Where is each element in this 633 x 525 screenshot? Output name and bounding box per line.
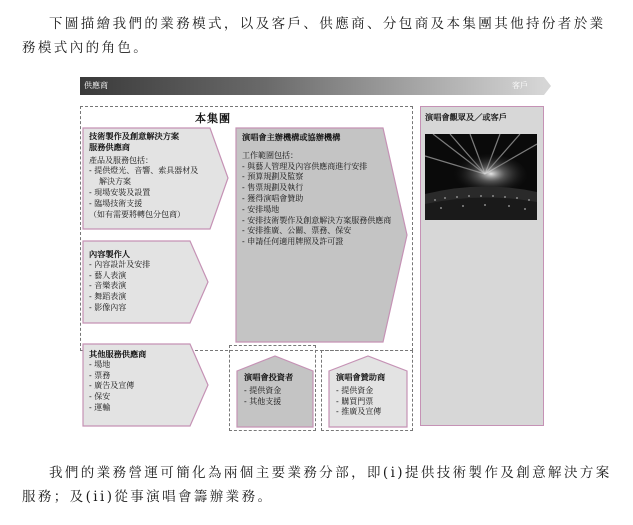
list-item: - 臨場技術支援 bbox=[89, 198, 143, 208]
list-item: - 場地 bbox=[89, 359, 111, 369]
list-item: （如有需要將轉包分包商） bbox=[89, 209, 185, 219]
concert-photo bbox=[425, 134, 537, 220]
list-item: - 音樂表演 bbox=[89, 281, 127, 291]
list-item: 解決方案 bbox=[99, 177, 131, 187]
list-item: - 提供燈光、音響、索具器材及 bbox=[89, 166, 199, 176]
list-item: - 保安 bbox=[89, 392, 111, 402]
list-item: - 獲得演唱會贊助 bbox=[242, 193, 304, 203]
list-item: - 安排場地 bbox=[242, 204, 280, 214]
content-producers-title: 內容製作人 bbox=[89, 249, 130, 259]
summary-paragraph: 我們的業務營運可簡化為兩個主要業務分部，即(i)提供技術製作及創意解決方案服務；及(ii)從事演唱會籌辦業務。 bbox=[22, 465, 612, 505]
list-item: - 提供資金 bbox=[244, 385, 282, 395]
sponsor-title: 演唱會贊助商 bbox=[336, 372, 386, 382]
list-item: - 票務 bbox=[89, 370, 111, 380]
investor-title: 演唱會投資者 bbox=[244, 372, 294, 382]
list-item: - 現場安裝及設置 bbox=[89, 187, 151, 197]
investor-text bbox=[244, 372, 293, 407]
list-item: - 購買門票 bbox=[336, 396, 374, 406]
organizer-title: 演唱會主辦機構或協辦機構 bbox=[242, 132, 341, 142]
list-item: - 影像內容 bbox=[89, 302, 127, 312]
group-title: 本集團 bbox=[195, 112, 231, 125]
list-item: - 預算規劃及監察 bbox=[242, 172, 304, 182]
other-providers-text bbox=[89, 349, 146, 414]
band-label-suppliers: 供應商 bbox=[84, 81, 108, 90]
supplier-customer-band bbox=[80, 77, 544, 95]
other-providers-title: 其他服務供應商 bbox=[89, 349, 147, 359]
list-item: - 舞蹈表演 bbox=[89, 292, 127, 302]
list-item: - 推廣及宣傳 bbox=[336, 407, 382, 417]
list-item: - 安排推廣、公關、票務、保安 bbox=[242, 226, 352, 236]
sponsor-text bbox=[336, 372, 385, 418]
tech-solutions-subtitle: 產品及服務包括： bbox=[89, 155, 153, 165]
tech-solutions-title-2: 服務供應商 bbox=[89, 141, 130, 152]
organizer-subtitle: 工作範圍包括： bbox=[242, 150, 298, 160]
content-producers-text bbox=[89, 249, 150, 314]
band-arrow-head bbox=[544, 77, 551, 95]
list-item: - 與藝人管理及內容供應商進行安排 bbox=[242, 161, 368, 171]
band-label-customers: 客戶 bbox=[512, 81, 528, 90]
list-item: - 廣告及宣傳 bbox=[89, 381, 135, 391]
audience-title: 演唱會觀眾及／或客戶 bbox=[425, 112, 507, 122]
intro-paragraph: 下圖描繪我們的業務模式，以及客戶、供應商、分包商及本集團其他持份者於業務模式內的角色。 bbox=[22, 16, 606, 56]
list-item: - 安排技術製作及創意解決方案服務供應商 bbox=[242, 215, 392, 225]
list-item: - 運輸 bbox=[89, 402, 111, 412]
list-item: - 內容設計及安排 bbox=[89, 259, 151, 269]
list-item: - 其他支援 bbox=[244, 396, 282, 406]
list-item: - 售票規劃及執行 bbox=[242, 183, 304, 193]
tech-solutions-text bbox=[89, 131, 198, 220]
list-item: - 藝人表演 bbox=[89, 270, 127, 280]
list-item: - 提供資金 bbox=[336, 385, 374, 395]
list-item: - 申請任何適用牌照及許可證 bbox=[242, 237, 344, 247]
organizer-text bbox=[242, 132, 391, 248]
tech-solutions-title-1: 技術製作及創意解決方案 bbox=[89, 131, 180, 141]
